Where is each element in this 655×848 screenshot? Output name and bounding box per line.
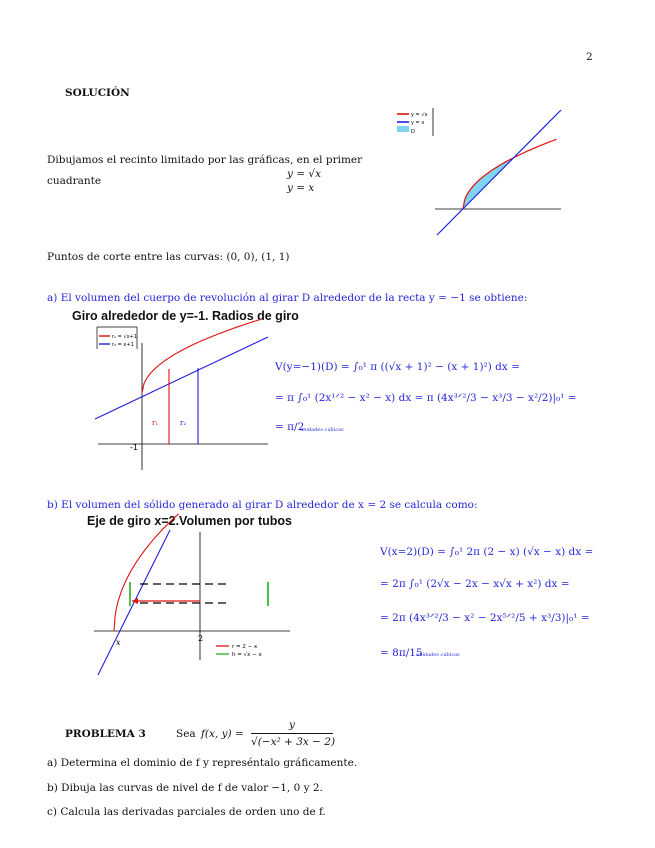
label-x: x <box>116 638 121 647</box>
label-r1: r₁ <box>152 419 159 427</box>
part-b-eq-line-2: = 2π ∫₀¹ (2√x − 2x − x√x + x²) dx = <box>380 578 570 590</box>
problem-3-function: f(x, y) = <box>201 728 244 740</box>
part-a-eq-line-1: V(y=−1)(D) = ∫₀¹ π ((√x + 1)² − (x + 1)²) dx = <box>275 361 520 373</box>
question-a: a) Determina el dominio de f y represéntalo gráficamente. <box>47 757 358 769</box>
legend-item-3: D <box>411 129 415 135</box>
question-b: b) Dibuja las curvas de nivel de f de valor −1, 0 y 2. <box>47 782 323 794</box>
fraction-numerator: y <box>251 718 333 734</box>
fraction-denominator: √(−x² + 3x − 2) <box>251 736 336 748</box>
radii-legend-1: r₁ = √x+1 <box>112 334 137 340</box>
shells-legend-2: h = √x − x <box>232 652 262 658</box>
equation-sqrt: y = √x <box>287 168 322 180</box>
identity-line <box>437 110 561 235</box>
part-a-statement: a) El volumen del cuerpo de revolución al girar D alrededor de la recta y = −1 se obtiene: <box>47 292 528 304</box>
axis-minus-one-label: -1 <box>130 443 138 452</box>
part-b-eq-line-1: V(x=2)(D) = ∫₀¹ 2π (2 − x) (√x − x) dx = <box>380 546 594 558</box>
part-a-units: unidades cúbicas <box>300 427 344 433</box>
part-b-statement: b) El volumen del sólido generado al girar D alrededor de x = 2 se calcula como: <box>47 499 478 511</box>
problem-3-fraction <box>251 718 336 749</box>
part-b-units: unidades cúbicas <box>416 652 460 658</box>
solution-heading: SOLUCIÓN <box>65 87 130 99</box>
shells-legend-1: r = 2 − x <box>232 644 258 650</box>
shells-legend <box>216 644 262 658</box>
region-figure <box>395 105 570 240</box>
part-b-eq-line-3: = 2π (4x³ᐟ²/3 − x² − 2x⁵ᐟ²/5 + x³/3)|₀¹ = <box>380 612 590 624</box>
radii-legend-2: r₂ = x+1 <box>112 342 134 348</box>
label-r2: r₂ <box>180 419 187 427</box>
question-c: c) Calcula las derivadas parciales de orden uno de f. <box>47 806 326 818</box>
legend-item-2: y = x <box>411 120 425 126</box>
page-number: 2 <box>586 51 593 63</box>
radii-legend <box>97 327 137 349</box>
part-a-eq-line-3: = π/2 <box>275 421 305 433</box>
intro-line-1: Dibujamos el recinto limitado por las gráficas, en el primer <box>47 154 363 166</box>
part-a-figure-title: Giro alrededor de y=-1. Radios de giro <box>72 309 299 323</box>
label-two: 2 <box>198 634 204 643</box>
problem-3-heading: PROBLEMA 3 <box>65 728 146 740</box>
equation-line: y = x <box>287 182 315 194</box>
legend-item-1: y = √x <box>411 112 428 118</box>
legend-cyan-swatch <box>397 126 409 132</box>
radius-arrowhead <box>132 598 138 604</box>
problem-3-def-prefix: Sea <box>176 728 196 740</box>
part-b-figure-title: Eje de giro x=2.Volumen por tubos <box>87 514 293 528</box>
intro-line-2: cuadrante <box>47 175 102 187</box>
part-a-eq-line-2: = π ∫₀¹ (2x¹ᐟ² − x² − x) dx = π (4x³ᐟ²/3 − x³/3 − x²/2)|₀¹ = <box>275 392 577 404</box>
intersection-points: Puntos de corte entre las curvas: (0, 0), (1, 1) <box>47 251 290 263</box>
region-legend <box>397 108 433 136</box>
part-b-eq-line-4: = 8π/15 <box>380 647 423 659</box>
shells-figure <box>90 530 290 680</box>
radii-line <box>95 337 268 419</box>
radii-sqrt-curve <box>142 319 261 393</box>
radii-figure <box>90 325 270 473</box>
sqrt-curve <box>463 139 557 209</box>
